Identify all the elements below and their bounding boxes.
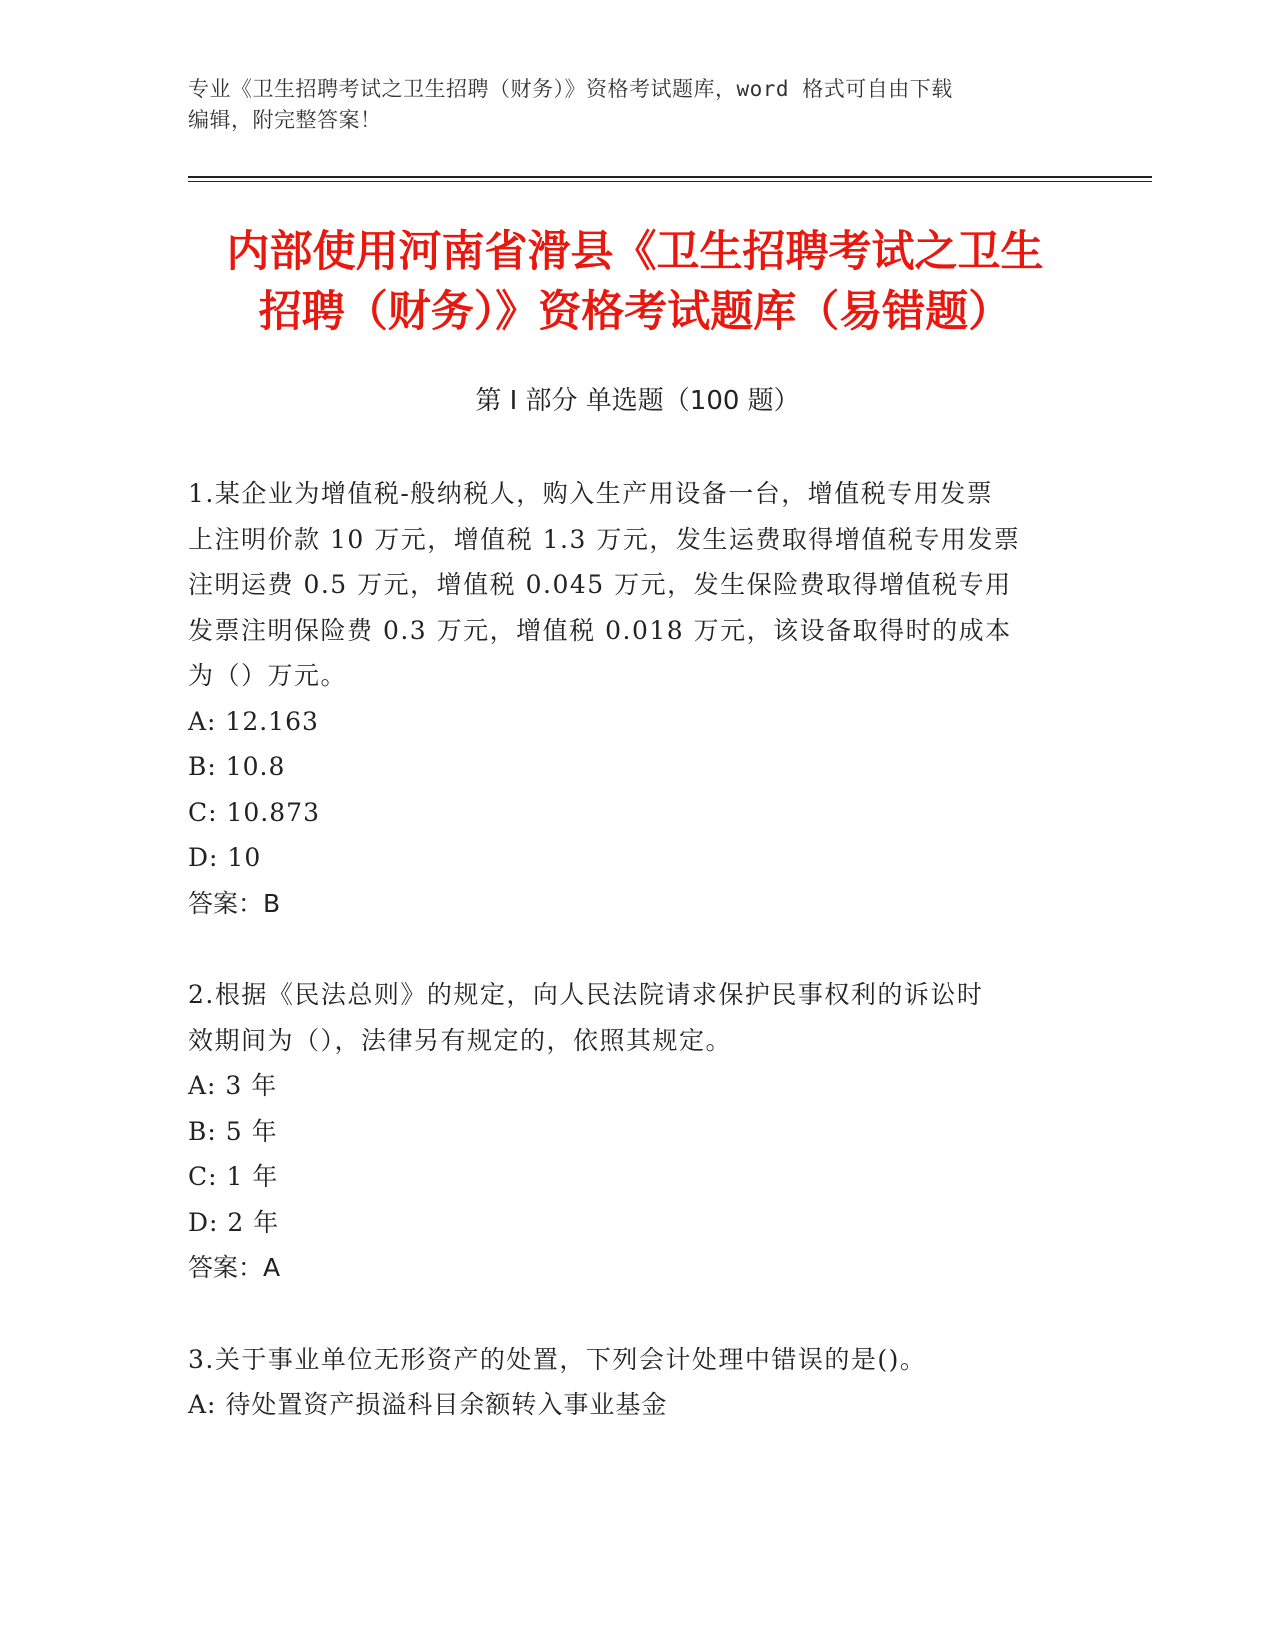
option-b: B: 10.8: [188, 752, 286, 781]
option-d: D: 10: [188, 843, 262, 872]
question-stem-line: 3.关于事业单位无形资产的处置，下列会计处理中错误的是()。: [188, 1344, 927, 1374]
question-stem-line: 效期间为（），法律另有规定的，依照其规定。: [188, 1025, 733, 1055]
header-note-line-2: 编辑，附完整答案！: [188, 108, 382, 132]
option-c: C: 1 年: [188, 1162, 279, 1191]
header-note-line-1: 专业《卫生招聘考试之卫生招聘（财务）》资格考试题库，word 格式可自由下载: [188, 77, 953, 101]
document-title-line-2: 招聘（财务）》资格考试题库（易错题）: [258, 287, 1012, 337]
option-d: D: 2 年: [188, 1207, 280, 1237]
question-3: [188, 1337, 1078, 1428]
option-a: A: 待处置资产损溢科目余额转入事业基金: [188, 1390, 668, 1419]
question-stem-line: 上注明价款 10 万元，增值税 1.3 万元，发生运费取得增值税专用发票: [188, 524, 1021, 554]
document-title-line-1: 内部使用河南省滑县《卫生招聘考试之卫生: [226, 227, 1044, 277]
option-c: C: 10.873: [188, 797, 320, 827]
option-a: A: 12.163: [188, 706, 319, 736]
header-divider-thick: [188, 176, 1152, 178]
question-1: [188, 471, 1078, 926]
question-stem-line: 1.某企业为增值税-般纳税人，购入生产用设备一台，增值税专用发票: [188, 479, 994, 508]
answer-line: 答案：B: [188, 888, 281, 918]
header-note: [188, 74, 1088, 136]
question-stem-line: 为（）万元。: [188, 661, 348, 690]
question-stem-line: 2.根据《民法总则》的规定，向人民法院请求保护民事权利的诉讼时: [188, 980, 984, 1009]
document-title: [180, 222, 1090, 342]
option-a: A: 3 年: [188, 1071, 278, 1100]
section-heading: 第 I 部分 单选题（100 题）: [475, 386, 800, 416]
question-stem-line: 发票注明保险费 0.3 万元，增值税 0.018 万元，该设备取得时的成本: [188, 615, 1012, 645]
question-2: [188, 972, 1078, 1291]
option-b: B: 5 年: [188, 1116, 278, 1146]
header-divider-thin: [188, 181, 1152, 182]
answer-line: 答案：A: [188, 1253, 281, 1282]
question-list: [188, 471, 1078, 1428]
question-stem-line: 注明运费 0.5 万元，增值税 0.045 万元，发生保险费取得增值税专用: [188, 570, 1012, 599]
